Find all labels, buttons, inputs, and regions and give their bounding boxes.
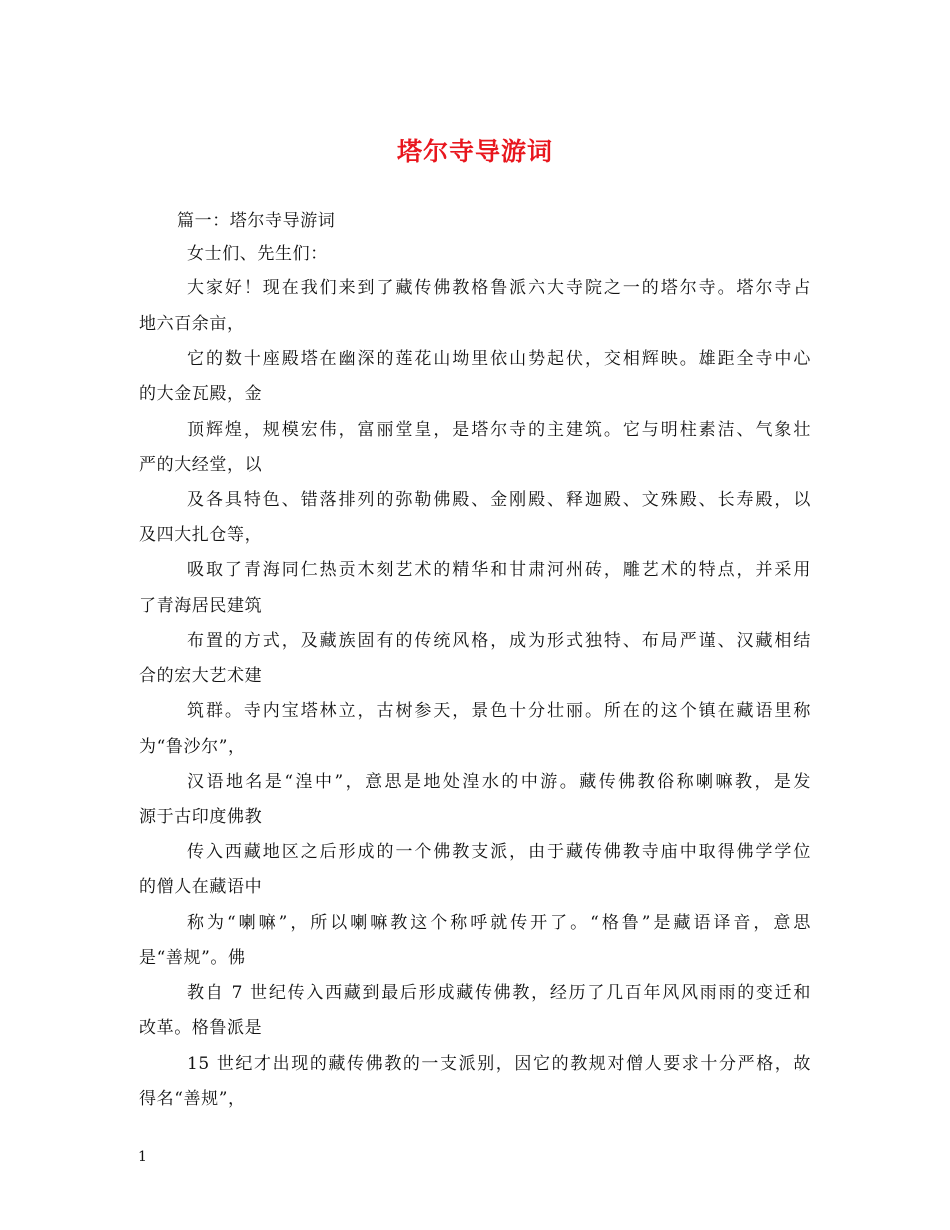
- greeting-line: 女士们、先生们：: [187, 244, 328, 264]
- body-line: 得名“善规”，: [139, 1089, 246, 1109]
- body-line: 称为“喇嘛”，所以喇嘛教这个称呼就传开了。“格鲁”是藏语译音，意思: [187, 913, 811, 933]
- body-line: 改革。格鲁派是: [139, 1018, 263, 1038]
- body-line: 汉语地名是“湟中”，意思是地处湟水的中游。藏传佛教俗称喇嘛教，是发: [187, 772, 811, 792]
- body-line: 筑群。寺内宝塔林立，古树参天，景色十分壮丽。所在的这个镇在藏语里称: [187, 701, 811, 721]
- body-line: 为“鲁沙尔”，: [139, 737, 246, 757]
- body-line: 地六百余亩，: [139, 314, 245, 334]
- body-line: 传入西藏地区之后形成的一个佛教支派，由于藏传佛教寺庙中取得佛学学位: [187, 842, 811, 862]
- body-line: 15 世纪才出现的藏传佛教的一支派别，因它的教规对僧人要求十分严格，故: [187, 1054, 811, 1074]
- body-line: 源于古印度佛教: [139, 807, 263, 827]
- body-line: 是“善规”。佛: [139, 948, 246, 968]
- page-number: 1: [138, 1149, 147, 1165]
- body-line: 顶辉煌，规模宏伟，富丽堂皇，是塔尔寺的主建筑。它与明柱素洁、气象壮: [187, 420, 811, 440]
- body-line: 教自 7 世纪传入西藏到最后形成藏传佛教，经历了几百年风风雨雨的变迁和: [187, 983, 811, 1003]
- body-line: 及各具特色、错落排列的弥勒佛殿、金刚殿、释迦殿、文殊殿、长寿殿，以: [187, 490, 811, 510]
- body-line: 的僧人在藏语中: [139, 877, 263, 897]
- body-line: 的大金瓦殿，金: [139, 384, 263, 404]
- body-line: 合的宏大艺术建: [139, 666, 263, 686]
- body-line: 它的数十座殿塔在幽深的莲花山坳里依山势起伏，交相辉映。雄距全寺中心: [187, 349, 811, 369]
- body-line: 吸取了青海同仁热贡木刻艺术的精华和甘肃河州砖，雕艺术的特点，并采用: [187, 560, 811, 580]
- body-line: 大家好！现在我们来到了藏传佛教格鲁派六大寺院之一的塔尔寺。塔尔寺占: [187, 278, 811, 298]
- body-line: 及四大扎仓等，: [139, 525, 263, 545]
- body-line: 布置的方式，及藏族固有的传统风格，成为形式独特、布局严谨、汉藏相结: [187, 631, 811, 651]
- page-title: 塔尔寺导游词: [396, 137, 553, 166]
- body-line: 了青海居民建筑: [139, 596, 263, 616]
- section-heading: 篇一：塔尔寺导游词: [177, 211, 336, 231]
- body-line: 严的大经堂，以: [139, 455, 263, 475]
